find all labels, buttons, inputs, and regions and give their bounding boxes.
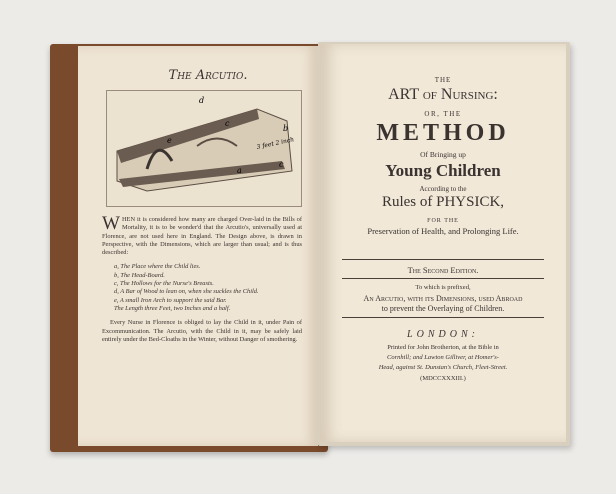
list-item: e, A small Iron Arch to support the said Bar. xyxy=(114,296,227,304)
book-title: ART of Nursing: xyxy=(388,86,498,103)
or-the-label: OR, THE xyxy=(424,110,462,118)
rules-heading: Rules of PHYSICK, xyxy=(381,194,505,210)
list-item: c, The Hollows for the Nurse's Breasts. xyxy=(114,280,214,288)
according-label: According to the xyxy=(419,185,467,193)
arcutio-line-2: to prevent the Overlaying of Children. xyxy=(381,304,505,313)
london-label: LONDON: xyxy=(407,329,479,340)
prefixed-line: To which is prefixed, xyxy=(415,284,471,291)
left-page xyxy=(78,46,318,446)
figure-label: b xyxy=(283,124,289,133)
young-children-heading: Young Children xyxy=(385,161,501,180)
drop-cap: W xyxy=(102,213,120,234)
for-the-label: FOR THE xyxy=(427,218,459,224)
figure-label: a xyxy=(237,166,242,175)
imprint-line-2: Cornhill; and Lawton Gilliver, at Homer's- xyxy=(387,354,499,361)
nurse-paragraph: Every Nurse in Florence is obliged to lay the Child in it, under Pain of Excommunication. The Arcutio, with the Child in it, may be safely laid entirely under the Bed-Cloaths in the Winter, without Danger of smothering. xyxy=(102,319,302,343)
figure-label: e xyxy=(167,136,172,145)
figure-label: c xyxy=(279,160,284,169)
edition-line: The Second Edition. xyxy=(407,265,479,275)
arcutio-illustration xyxy=(106,90,302,207)
list-item: The Length three Feet, two Inches and a half. xyxy=(114,304,231,312)
title-page xyxy=(320,44,566,442)
description-text xyxy=(102,213,302,344)
bringing-label: Of Bringing up xyxy=(420,150,466,159)
parts-list xyxy=(114,263,302,313)
imprint-line-1: Printed for John Brotherton, at the Bible in xyxy=(387,344,499,351)
figure-label: d xyxy=(199,96,205,105)
imprint-line-3: Head, against St. Dunstan's Church, Fleet-Street. xyxy=(378,364,508,371)
figure-label: c xyxy=(225,119,230,128)
method-heading: METHOD xyxy=(376,120,510,146)
arcutio-line-1: An Arcutio, with its Dimensions, used Abroad xyxy=(363,294,523,303)
intro-paragraph: HEN it is considered how many are charged Over-laid in the Bills of Mortality, it is to be wonder'd that the Arcutio's, universally used at Florence, are not used here in England. The Design above, is drawn in Perspective, with the Dimensions, which are larger than usual; and is thus described: xyxy=(102,216,302,257)
preservation-line: Preservation of Health, and Prolonging Life. xyxy=(367,226,519,236)
list-item: a, The Place where the Child lies. xyxy=(114,263,201,271)
frontispiece-title: The Arcutio. xyxy=(168,68,248,83)
dimension-label: 3 feet 2 inch xyxy=(255,136,295,151)
year-line: (MDCCXXXIII.) xyxy=(420,375,466,382)
list-item: b, The Head-Board. xyxy=(114,271,165,279)
list-item: d, A Bar of Wood to lean on, when she suckles the Child. xyxy=(114,288,259,296)
the-label: THE xyxy=(434,76,452,84)
